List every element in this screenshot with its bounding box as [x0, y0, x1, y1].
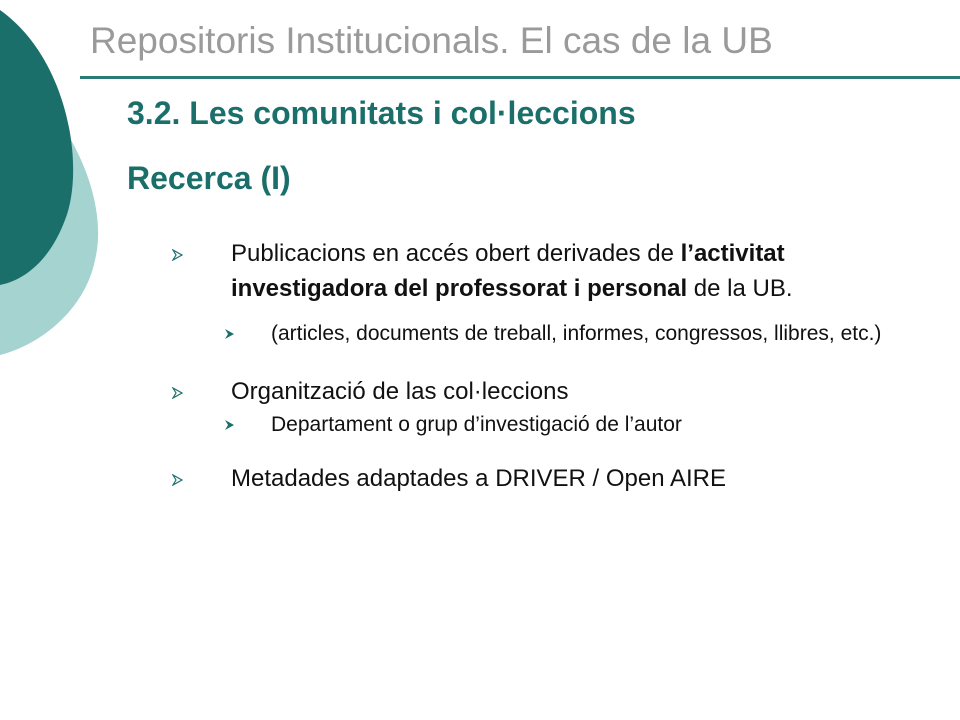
slide-header-title: Repositoris Institucionals. El cas de la UB	[90, 20, 773, 61]
bullet-list	[170, 236, 930, 496]
sub-bullet-text: Departament o grup d’investigació de l’autor	[271, 413, 682, 436]
filled-arrowhead-icon	[225, 420, 234, 430]
sub-bullet-text: (articles, documents de treball, informes, congressos, llibres, etc.)	[271, 322, 882, 345]
hollow-arrowhead-icon	[172, 474, 183, 486]
section-subtitle: Recerca (I)	[127, 160, 291, 196]
bullet-text: Organització de las col·leccions	[231, 378, 569, 405]
hollow-arrowhead-icon	[172, 387, 183, 399]
bullet-text: Publicacions en accés obert derivades de l’activitat investigadora del professorat i personal de la UB.	[231, 240, 793, 302]
bullet-publicacions	[170, 236, 930, 306]
bullet-text: Metadades adaptades a DRIVER / Open AIRE	[231, 465, 726, 492]
bullet-metadades	[170, 461, 930, 496]
sub-bullet-tipus	[170, 318, 930, 350]
header-divider	[80, 76, 960, 79]
section-title: 3.2. Les comunitats i col·leccions	[127, 95, 636, 131]
bullet-organitzacio	[170, 374, 930, 409]
filled-arrowhead-icon	[225, 329, 234, 339]
hollow-arrowhead-icon	[172, 249, 183, 261]
sub-bullet-departament	[170, 409, 930, 441]
